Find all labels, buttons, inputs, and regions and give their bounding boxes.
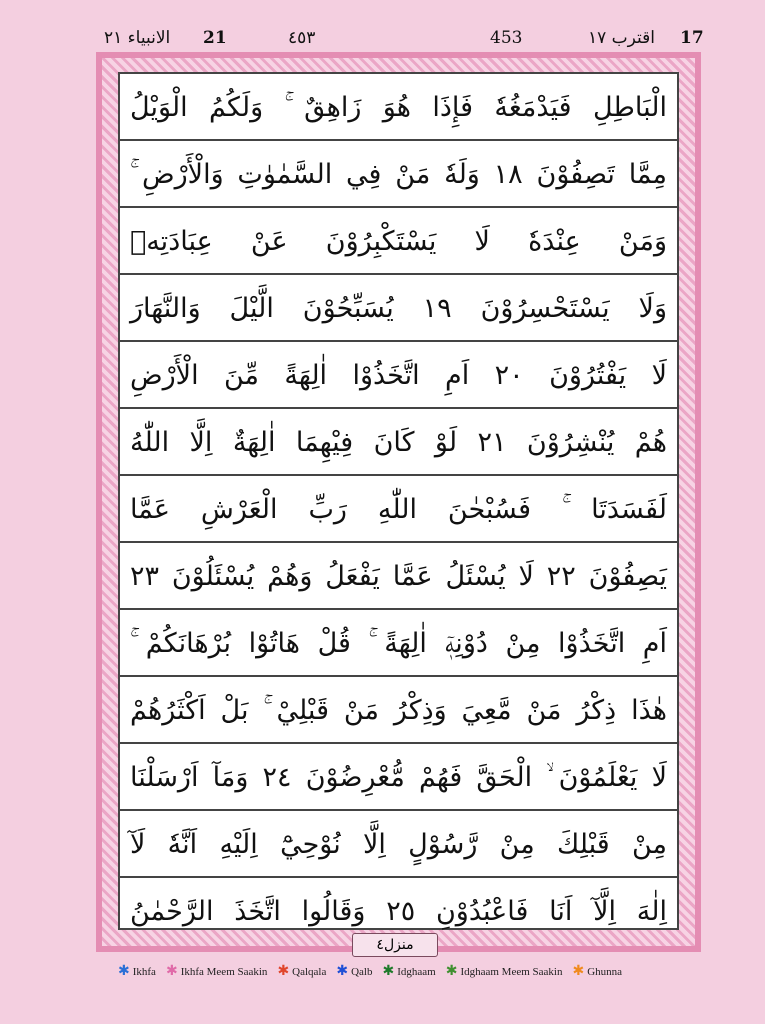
legend-label: Qalqala — [292, 966, 327, 978]
legend-label: Qalb — [351, 966, 373, 978]
legend-label: Ikhfa — [132, 966, 156, 978]
juz-name: اقترب ١٧ — [588, 28, 656, 48]
legend-label: Idghaam — [397, 966, 436, 978]
text-line-9: اَمِ اتَّخَذُوْا مِنْ دُوْنِهٖٓ اٰلِهَةً ۚ قُلْ هَاتُوْا بُرْهَانَكُمْ ۚ — [120, 610, 677, 677]
manzil-label: منزل٤ — [352, 933, 438, 957]
text-line-7: لَفَسَدَتَا ۚ فَسُبْحٰنَ اللّٰهِ رَبِّ الْعَرْشِ عَمَّا — [120, 476, 677, 543]
legend-label: Ikhfa Meem Saakin — [180, 966, 268, 978]
text-line-1: الْبَاطِلِ فَيَدْمَغُهٗ فَإِذَا هُوَ زَاهِقٌ ۚ وَلَكُمُ الْوَيْلُ — [120, 74, 677, 141]
surah-number: 21 — [203, 28, 227, 48]
page-header — [0, 24, 765, 54]
decorative-page-border — [96, 52, 701, 952]
quran-text-block — [118, 72, 679, 930]
text-line-3: وَمَنْ عِنْدَهٗ لَا يَسْتَكْبِرُوْنَ عَنْ عِبَادَتِهٖ — [120, 208, 677, 275]
surah-name: الانبياء ٢١ — [104, 28, 171, 48]
legend-item-idghaam — [383, 965, 436, 979]
text-line-8: يَصِفُوْنَ ٢٢ لَا يُسْئَلُ عَمَّا يَفْعَلُ وَهُمْ يُسْئَلُوْنَ ٢٣ — [120, 543, 677, 610]
star-icon: ✱ — [118, 964, 130, 979]
text-line-4: وَلَا يَسْتَحْسِرُوْنَ ١٩ يُسَبِّحُوْنَ الَّيْلَ وَالنَّهَارَ — [120, 275, 677, 342]
legend-item-ghunna — [572, 965, 622, 979]
text-line-5: لَا يَفْتُرُوْنَ ٢٠ اَمِ اتَّخَذُوْا اٰلِهَةً مِّنَ الْأَرْضِ — [120, 342, 677, 409]
tajweed-legend — [118, 962, 718, 982]
text-line-10: هٰذَا ذِكْرُ مَنْ مَّعِيَ وَذِكْرُ مَنْ قَبْلِيْ ۚ بَلْ اَكْثَرُهُمْ — [120, 677, 677, 744]
star-icon: ✱ — [572, 964, 585, 979]
juz-number: 17 — [680, 28, 704, 48]
legend-item-idghaam-meem-saakin — [446, 965, 563, 979]
legend-label: Idghaam Meem Saakin — [460, 966, 563, 978]
legend-item-ikhfa-meem-saakin — [166, 965, 267, 979]
star-icon: ✱ — [382, 964, 395, 979]
star-icon: ✱ — [165, 964, 178, 979]
star-icon: ✱ — [277, 964, 290, 979]
text-line-13: اِلٰهَ اِلَّآ اَنَا فَاعْبُدُوْنِ ٢٥ وَقَالُوا اتَّخَذَ الرَّحْمٰنُ — [130, 896, 667, 927]
text-line-12: مِنْ قَبْلِكَ مِنْ رَّسُوْلٍ اِلَّا نُوْحِيْٓ اِلَيْهِ اَنَّهٗ لَآ — [120, 811, 677, 878]
page-number-arabic: ٤٥٣ — [288, 28, 316, 48]
star-icon: ✱ — [336, 964, 349, 979]
page-number: 453 — [490, 28, 523, 48]
star-icon: ✱ — [445, 964, 458, 979]
legend-item-qalb — [336, 965, 372, 979]
legend-item-qalqala — [277, 965, 326, 979]
legend-item-ikhfa — [118, 965, 156, 979]
text-line-6: هُمْ يُنْشِرُوْنَ ٢١ لَوْ كَانَ فِيْهِمَا اٰلِهَةٌ اِلَّا اللّٰهُ — [120, 409, 677, 476]
text-line-2: مِمَّا تَصِفُوْنَ ١٨ وَلَهٗ مَنْ فِي السَّمٰوٰتِ وَالْأَرْضِ ۚ — [120, 141, 677, 208]
legend-label: Ghunna — [587, 966, 623, 978]
text-line-11: لَا يَعْلَمُوْنَ ۙ الْحَقَّ فَهُمْ مُّعْرِضُوْنَ ٢٤ وَمَآ اَرْسَلْنَا — [120, 744, 677, 811]
